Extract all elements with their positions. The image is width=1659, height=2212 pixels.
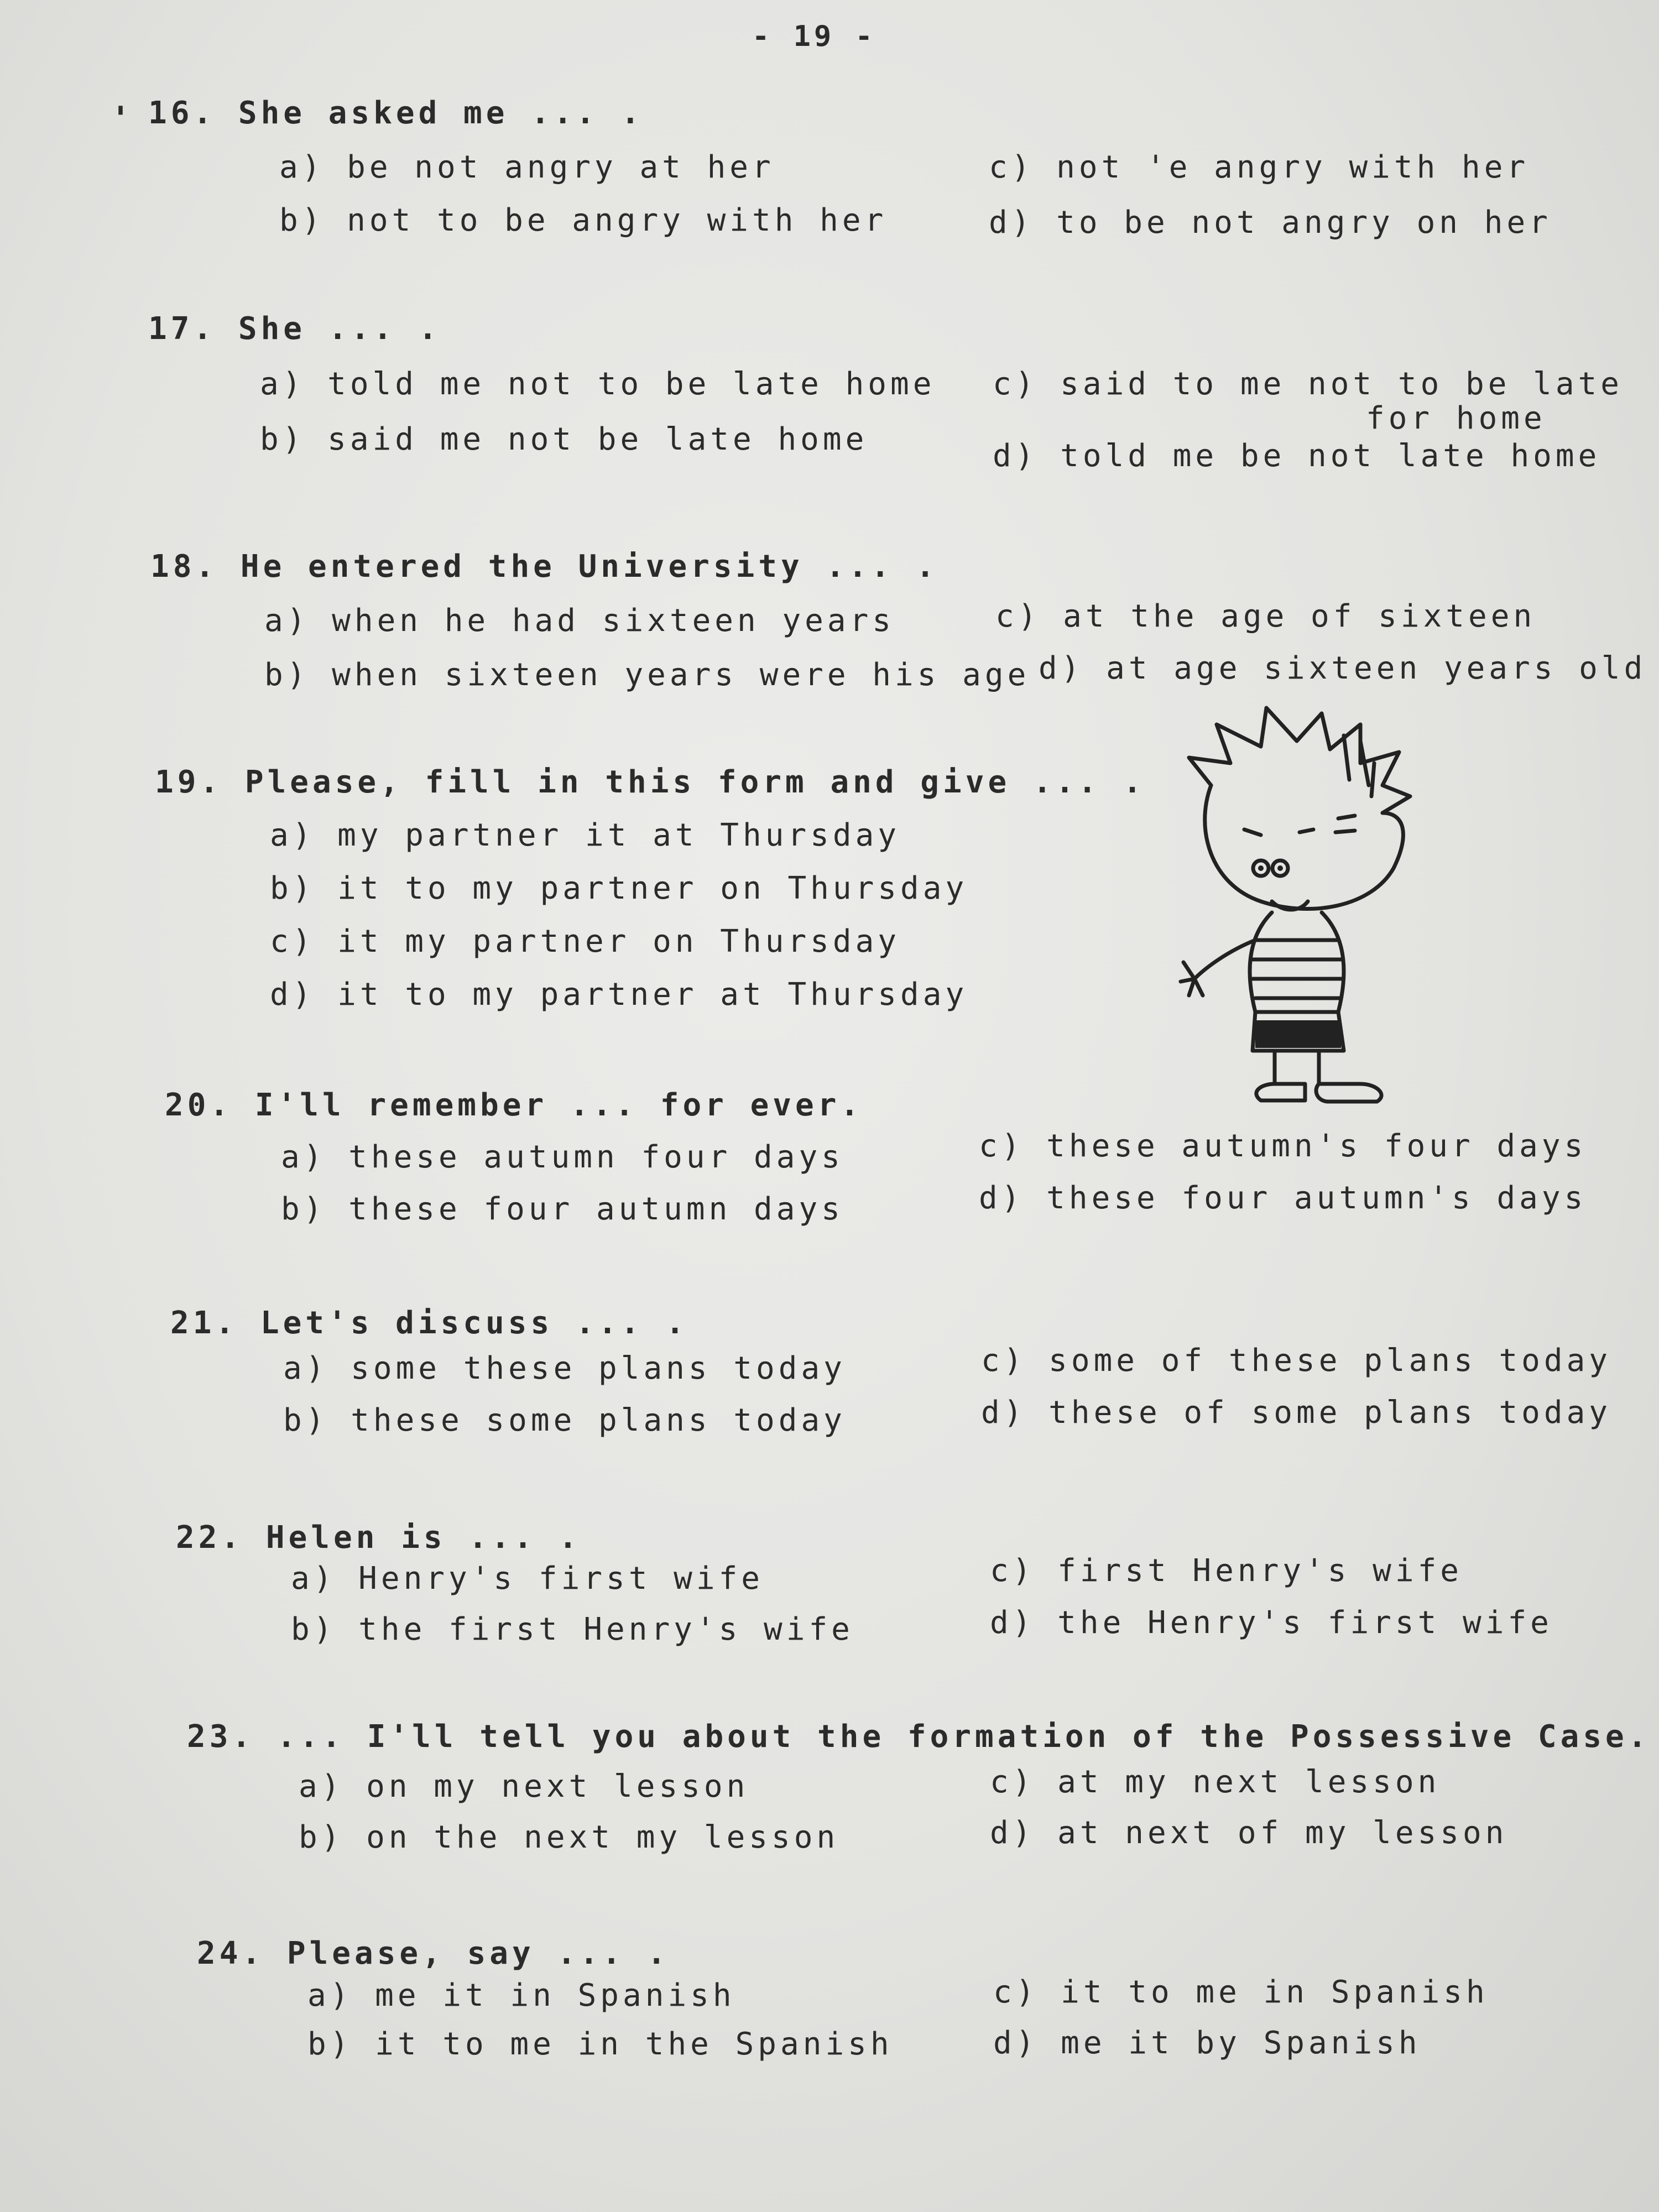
head-outline	[1205, 785, 1404, 909]
option-d: d) at next of my lesson	[990, 1815, 1508, 1851]
option-c: c) not 'e angry with her	[989, 149, 1530, 185]
option-a: a) some these plans today	[283, 1350, 846, 1386]
question-stem: 17. She ... .	[148, 311, 441, 347]
question-stem: 22. Helen is ... .	[176, 1520, 581, 1556]
option-d: d) it to my partner at Thursday	[270, 977, 968, 1013]
stray-mark: '	[111, 100, 131, 138]
option-a: a) me it in Spanish	[307, 1978, 735, 2013]
question-stem: 21. Let's discuss ... .	[170, 1305, 688, 1341]
option-b: b) it to my partner on Thursday	[270, 870, 968, 906]
option-b: b) when sixteen years were his age	[264, 657, 1030, 693]
option-b: b) not to be angry with her	[279, 202, 888, 238]
option-a: a) be not angry at her	[279, 149, 775, 185]
question-stem: 19. Please, fill in this form and give ... .	[155, 764, 1146, 800]
shoe-left	[1256, 1084, 1305, 1100]
option-a: a) on my next lesson	[299, 1768, 749, 1804]
question-stem: 18. He entered the University ... .	[150, 549, 939, 585]
option-b: b) on the next my lesson	[299, 1819, 839, 1855]
question-stem: 16. She asked me ... .	[148, 95, 644, 131]
option-d: d) at age sixtеen years old	[1039, 650, 1647, 686]
option-d: d) these four autumn's days	[979, 1180, 1587, 1216]
shoe-right	[1316, 1084, 1381, 1102]
option-c: c) first Henry's wife	[990, 1553, 1463, 1589]
option-c: c) at the age of sixteen	[995, 598, 1536, 634]
option-b: b) it to me in the Spanish	[307, 2026, 893, 2062]
arm	[1181, 940, 1255, 995]
option-d: d) these of some plans today	[981, 1395, 1612, 1431]
option-d: d) told me be not late home	[993, 438, 1601, 474]
option-c: c) these autumn's four days	[979, 1128, 1587, 1164]
option-c: c) said to me not to be late	[993, 366, 1624, 402]
question-stem: 20. I'll remember ... for ever.	[165, 1087, 863, 1123]
option-d: d) me it by Spanish	[993, 2025, 1421, 2061]
option-d: d) the Henry's first wife	[990, 1605, 1553, 1641]
option-a: a) these autumn four days	[281, 1139, 844, 1175]
cartoon-boy-illustration	[1178, 702, 1465, 1123]
mouth	[1272, 901, 1308, 910]
question-stem: 24. Please, say ... .	[197, 1936, 670, 1971]
option-c: c) it my partner on Thursday	[270, 924, 901, 959]
option-a: a) when he had sixteen years	[264, 603, 895, 639]
option-b: b) these some plans today	[283, 1402, 846, 1438]
option-b: b) said me not be late home	[260, 421, 868, 457]
option-c: c) at my next lesson	[990, 1764, 1441, 1800]
page-number: - 19 -	[752, 20, 876, 53]
hair-spikes	[1189, 708, 1410, 813]
option-c-continuation: for home	[1366, 400, 1546, 436]
option-b: b) these four autumn days	[281, 1191, 844, 1227]
option-a: a) Henry's first wife	[291, 1561, 764, 1597]
option-a: a) my partner it at Thursday	[270, 817, 901, 853]
option-c: c) it to me in Spanish	[993, 1974, 1489, 2010]
option-d: d) to be not angry on her	[989, 205, 1552, 241]
option-b: b) the first Henry's wife	[291, 1611, 854, 1647]
question-stem: 23. ... I'll tell you about the formation of the Possessive Case.	[187, 1719, 1651, 1755]
option-a: a) told me not to be late home	[260, 366, 936, 402]
legs	[1275, 1051, 1319, 1084]
option-c: c) some of these plans today	[981, 1343, 1612, 1379]
